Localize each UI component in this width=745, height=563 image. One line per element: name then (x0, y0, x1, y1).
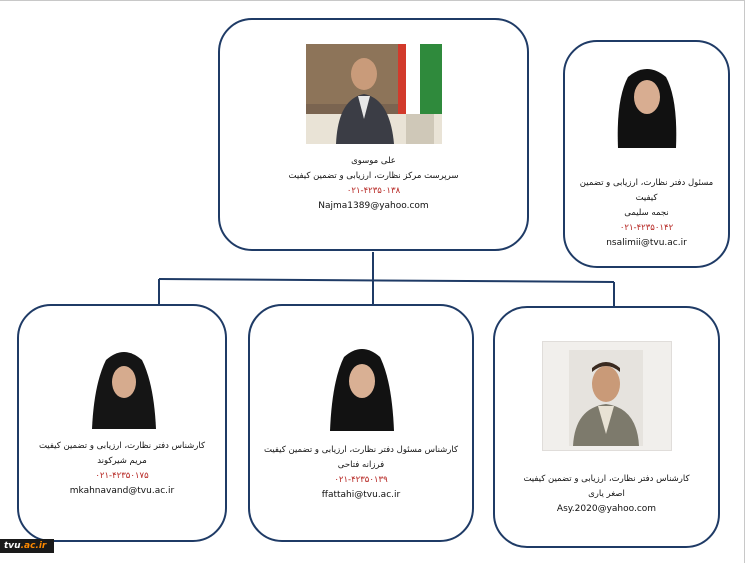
connector-horizontal (159, 279, 614, 282)
head-email[interactable]: Najma1389@yahoo.com (318, 201, 429, 211)
bottom-left-name: مریم شیرکوند (97, 456, 147, 466)
bottom-left-title: کارشناس دفتر نظارت، ارزیابی و تضمین کیفیت (38, 441, 206, 451)
bottom-middle-phone: ۰۲۱-۴۲۳۵۰۱۳۹ (334, 475, 388, 485)
right-title-line2: کیفیت (635, 193, 658, 203)
bottom-right-card (493, 306, 720, 548)
bottom-middle-photo (326, 343, 398, 431)
bottom-middle-email[interactable]: ffattahi@tvu.ac.ir (321, 490, 401, 500)
bottom-middle-name: فرزانه فتاحی (337, 460, 385, 470)
head-card (218, 18, 529, 251)
right-name: نجمه سلیمی (624, 208, 669, 218)
head-name: علی موسوی (351, 156, 396, 166)
head-title: سرپرست مرکز نظارت، ارزیابی و تضمین کیفیت (288, 171, 459, 181)
right-info (573, 176, 720, 251)
head-photo (306, 44, 442, 144)
bottom-left-info (27, 439, 217, 499)
head-phone: ۰۲۱-۴۲۳۵۰۱۳۸ (346, 186, 401, 196)
bottom-middle-info (258, 443, 464, 503)
bottom-middle-title: کارشناس مسئول دفتر نظارت، ارزیابی و تضمین کیفیت (263, 445, 459, 455)
head-info (228, 154, 519, 214)
right-photo (606, 59, 688, 148)
bottom-left-card (17, 304, 227, 542)
right-email[interactable]: nsalimii@tvu.ac.ir (606, 238, 687, 248)
bottom-middle-card (248, 304, 474, 542)
bottom-right-photo (542, 341, 672, 451)
bottom-right-title: کارشناس دفتر نظارت، ارزیابی و تضمین کیفیت (523, 474, 690, 484)
right-title-line1: مسئول دفتر نظارت، ارزیابی و تضمین (579, 178, 714, 188)
bottom-right-name: اصغر یاری (588, 489, 625, 499)
bottom-left-phone: ۰۲۱-۴۲۳۵۰۱۷۵ (95, 471, 149, 481)
bottom-right-email[interactable]: Asy.2020@yahoo.com (556, 504, 657, 514)
logo-suffix: .ac.ir (20, 541, 47, 551)
logo-text: tvu (4, 541, 21, 551)
bottom-left-email[interactable]: mkahnavand@tvu.ac.ir (69, 486, 175, 496)
tvu-logo (0, 539, 54, 553)
right-card (563, 40, 730, 268)
bottom-left-photo (86, 344, 162, 429)
right-phone: ۰۲۱-۴۲۳۵۰۱۴۲ (619, 223, 674, 233)
bottom-right-info (503, 472, 710, 517)
